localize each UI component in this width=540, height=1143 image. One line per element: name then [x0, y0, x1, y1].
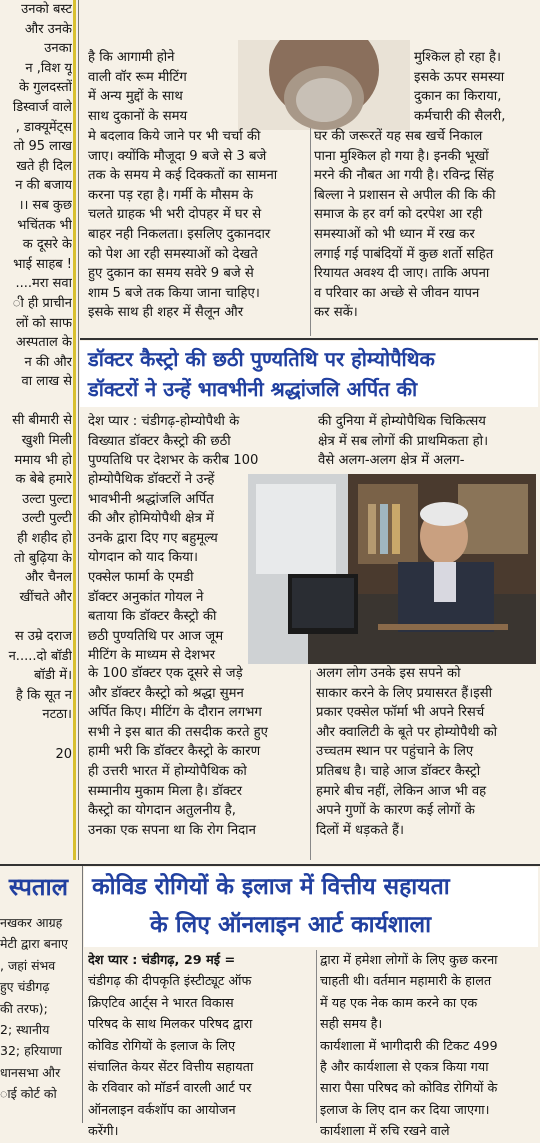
left-strip-line: ममाय भी हो: [14, 452, 72, 468]
article3-left-column: [88, 950, 314, 1143]
section-rule: [80, 338, 538, 340]
column-divider: [73, 0, 76, 860]
article1-top-right: [414, 48, 534, 126]
article1-text-line: समाज के हर वर्ग को दरपेश आ रही: [314, 207, 483, 223]
left-strip-line: खुशी मिली: [21, 433, 72, 449]
left-strip-line: न की बजाय: [15, 178, 72, 194]
article3-text-line: चंडीगढ़ की दीपकृति इंस्टीट्यूट ऑफ: [88, 974, 252, 990]
left-strip-line: क बेबे हमारे: [15, 472, 72, 488]
left-strip-line: ।। सब कुछ: [18, 197, 72, 213]
article3-text-line: संचालित केयर सेंटर वित्तीय सहायता: [88, 1060, 254, 1076]
left-strip-line: न.....दो बॉडी: [8, 648, 72, 664]
article3-text-line: सारा पैसा परिषद को कोविड रोगियों के: [320, 1081, 498, 1097]
left-strip-line: नटठा।: [42, 707, 72, 723]
left-strip-line: 32; हरियाणा: [0, 1043, 62, 1059]
left-strip-line: डिस्वार्ज वाले: [12, 99, 72, 115]
article2-bottom-right: [316, 664, 538, 840]
doctor-photo: [248, 474, 536, 664]
article1-text-line: मरने की नौबत आ गयी है। रविन्द्र सिंह: [314, 168, 494, 184]
article1-text-line: समस्याओं को भी ध्यान में रख कर: [314, 226, 475, 242]
article2-text-line: योगदान को याद किया।: [88, 550, 199, 566]
man-portrait-image: [238, 40, 410, 130]
article2-text-line: कैस्ट्रो का योगदान अतुलनीय है,: [88, 803, 236, 819]
article3-text-line: कोविड रोगियों के इलाज के लिए: [88, 1038, 236, 1054]
article2-text-line: की दुनिया में होम्योपैथिक चिकित्सय: [318, 414, 486, 429]
article3-text-line: द्वारा में हमेशा लोगों के लिए कुछ करना: [320, 953, 498, 968]
left-strip-line: तो बुढ़िया के: [13, 550, 72, 566]
article1-text-line: रियायत अवश्य दी जाए। ताकि अपना: [314, 266, 490, 282]
article3-text-line: ऑनलाइन वर्कशॉप का आयोजन: [88, 1102, 236, 1118]
article3-text-line: चाहती थी। वर्तमान महामारी के हालत: [320, 974, 492, 990]
article2-wrap-column: [88, 470, 248, 666]
article3-text-line: कार्यशाला में भागीदारी की टिकट 499: [320, 1038, 498, 1054]
left-strip-line: के गुलदस्तों: [19, 80, 72, 96]
article2-text-line: होम्योपैथिक डॉक्टरों ने उन्हें: [88, 472, 215, 487]
article1-text-line: को पेश आ रही समस्याओं को देखते: [88, 246, 258, 262]
left-strip-line: और चैनल: [24, 570, 72, 586]
article3-text-line: इलाज के लिए दान कर दिया जाएगा।: [320, 1102, 490, 1118]
article2-text-line: सम्मानीय मुकाम मिला है। डॉक्टर: [88, 783, 242, 799]
left-strip-line: न ,विश यू: [25, 60, 72, 76]
left-section-head-text: स्पताल: [8, 873, 68, 901]
article3-text-line: देश प्यार : चंडीगढ़, 29 मई =: [88, 953, 236, 968]
left-bottom-strip: [0, 912, 82, 1122]
article2-text-line: दिलों में धड़कते हैं।: [316, 822, 405, 838]
column-divider-thin: [78, 0, 79, 860]
article3-headline-line1: कोविड रोगियों के इलाज में वित्तीय सहायता: [92, 874, 450, 900]
left-strip-line: उनका: [44, 41, 72, 57]
article3-text-line: के रविवार को मॉडर्न वारली आर्ट पर: [88, 1081, 252, 1097]
left-strip-line: अस्पताल के: [15, 335, 72, 351]
left-strip-line: भचिंतक भी: [17, 217, 72, 233]
left-strip-line: तो 95 लाख: [13, 139, 72, 155]
article2-top-right: [318, 412, 536, 471]
left-strip-line: उनको बस्ट: [21, 2, 72, 17]
column-divider: [82, 866, 83, 1123]
doctor-at-desk-image: [248, 474, 536, 664]
article1-text-line: वाली वॉर रूम मीटिंग: [88, 69, 187, 85]
article1-text-line: मुश्किल हो रहा है।: [414, 50, 501, 65]
article1-top-left: [88, 48, 238, 126]
article1-text-line: बाहर नही निकलता। इसलिए दुकानदार: [88, 226, 271, 242]
article2-text-line: सभी ने इस बात की तसदीक करते हुए: [88, 724, 268, 740]
article2-text-line: और डॉक्टर कैस्ट्रो को श्रद्धा सुमन: [88, 685, 244, 701]
left-strip-line: की तरफ);: [0, 1000, 48, 1016]
article2-text-line: एक्सेल फार्मा के एमडी: [88, 569, 194, 585]
left-strip-line: खते ही दिल: [16, 158, 72, 174]
article1-text-line: इसके साथ ही शहर में सैलून और: [88, 305, 244, 321]
left-strip-line: [0, 392, 72, 412]
article1-text-line: शाम 5 बजे तक किया जाना चाहिए।: [88, 285, 260, 301]
article1-text-line: बिल्ला ने प्रशासन से अपील की कि की: [314, 187, 496, 203]
left-strip-line: नखकर आग्रह: [0, 915, 63, 930]
article2-text-line: प्रकार एक्सेल फॉर्मा भी अपने रिसर्च: [316, 705, 485, 721]
left-strip-line: [0, 725, 72, 745]
article2-text-line: प्रतिबध है। चाहे आज डॉक्टर कैस्ट्रो: [316, 763, 481, 779]
column-divider: [310, 128, 311, 336]
section-rule: [0, 864, 540, 866]
left-strip-line: है कि सूत न: [15, 687, 72, 703]
article2-text-line: उनका एक सपना था कि रोग निदान: [88, 822, 256, 838]
left-strip-line: ही शहीद हो: [17, 531, 72, 547]
column-divider: [310, 670, 311, 860]
article1-right-column: [314, 127, 536, 323]
article1-text-line: व परिवार का अच्छे से जीवन यापन: [314, 285, 480, 301]
article1-text-line: करना पड़ रहा है। गर्मी के मौसम के: [88, 187, 254, 203]
article1-text-line: घर की जरूरतें यह सब खर्चे निकाल: [314, 129, 483, 144]
article3-text-line: है और कार्यशाला से एकत्र किया गया: [320, 1060, 489, 1076]
article2-text-line: अलग लोग उनके इस सपने को: [316, 666, 461, 681]
article2-text-line: अर्पित किए। मीटिंग के दौरान लगभग: [88, 705, 262, 721]
article3-headline-line2: के लिए ऑनलाइन आर्ट कार्यशाला: [150, 912, 432, 938]
left-strip-line: वा लाख से: [21, 374, 72, 390]
article3-text-line: सही समय है।: [320, 1017, 383, 1033]
left-strip-line: उल्टी पुल्टी: [22, 511, 72, 527]
article1-text-line: इसके ऊपर समस्या: [414, 69, 505, 85]
article1-text-line: दुकान का किराया,: [414, 89, 502, 105]
left-strip-line: सी बीमारी से: [12, 413, 72, 429]
article1-text-line: लगाई गई पाबंदियों में कुछ शर्तो सहित: [314, 246, 494, 262]
article2-text-line: बताया कि डॉक्टर कैस्ट्रो की: [88, 609, 217, 625]
left-strip-line: ....मरा सवा: [15, 276, 72, 292]
article1-text-line: जाए। क्योंकि मौजूदा 9 बजे से 3 बजे: [88, 148, 267, 164]
article2-text-line: क्षेत्र में सब लोगों की प्राथमिकता हो।: [318, 433, 489, 449]
article2-text-line: छठी पुण्यतिथि पर आज जूम: [88, 628, 224, 644]
left-strip-line: ाई कोर्ट को: [0, 1086, 57, 1102]
left-strip-line: [0, 607, 72, 627]
left-column-strip: [0, 0, 72, 860]
article1-text-line: में अन्य मुद्दों के साथ: [88, 89, 183, 105]
article3-headline: [84, 867, 538, 947]
left-strip-line: मेटी द्वारा बनाए: [0, 936, 68, 952]
article1-text-line: हुए दुकान का समय सवेरे 9 बजे से: [88, 266, 254, 282]
left-strip-line: 20: [55, 746, 72, 762]
left-strip-line: , डाक्यूमेंट्स: [15, 119, 72, 135]
article1-text-line: तक के समय मे कई दिक्कतों का सामना: [88, 168, 278, 184]
article2-headline-line1: डॉक्टर कैस्ट्रो की छठी पुण्यतिथि पर होम्योपैथिक: [88, 347, 435, 371]
article2-text-line: विख्यात डॉक्टर कैस्ट्रो की छठी: [88, 433, 231, 449]
article1-left-column: [88, 127, 310, 323]
left-strip-line: धानसभा और: [0, 1064, 61, 1080]
article2-headline: [80, 341, 538, 407]
article3-text-line: में यह एक नेक काम करने का एक: [320, 995, 478, 1011]
article2-text-line: उच्चतम स्थान पर पहुंचाने के लिए: [316, 744, 474, 760]
article2-bottom-left: [88, 664, 316, 840]
article2-text-line: उनके द्वारा दिए गए बहुमूल्य: [88, 530, 218, 546]
article1-text-line: है कि आगामी होने: [88, 50, 175, 65]
left-strip-line: 2; स्थानीय: [0, 1022, 50, 1038]
left-strip-line: लों को साफ: [16, 315, 72, 331]
article2-text-line: के 100 डॉक्टर एक दूसरे से जड़े: [88, 666, 243, 681]
left-strip-line: और उनके: [24, 21, 72, 37]
left-strip-line: बॉडी में।: [34, 668, 72, 684]
article2-text-line: डॉक्टर अनुकांत गोयल ने: [88, 589, 204, 605]
article2-text-line: हमारे बीच नहीं, लेकिन आज भी वह: [316, 783, 487, 799]
article2-top-left: [88, 412, 316, 471]
portrait-photo-top: [238, 40, 410, 130]
article2-headline-line2: डॉक्टरों ने उन्हें भावभीनी श्रद्धांजलि अर्पित की: [88, 377, 418, 401]
left-strip-line: स उम्रे दराज: [14, 629, 72, 644]
article2-text-line: पुण्यतिथि पर देशभर के करीब 100: [88, 453, 259, 469]
article3-text-line: क्रिएटिव आर्ट्स ने भारत विकास: [88, 995, 234, 1011]
article1-text-line: मे बदलाव किये जाने पर भी चर्चा की: [88, 129, 261, 144]
column-divider: [316, 950, 317, 1123]
article2-text-line: भावभीनी श्रद्धांजलि अर्पित: [88, 491, 214, 507]
article1-text-line: चलते ग्राहक भी भरी दोपहर में घर से: [88, 207, 262, 223]
article2-text-line: हामी भरी कि डॉक्टर कैस्ट्रो के कारण: [88, 744, 261, 760]
left-strip-text: [0, 0, 72, 764]
article2-text-line: और क्वालिटी के बूते पर होम्योपैथी को: [316, 724, 498, 740]
article2-text-line: ही उत्तरी भारत में होम्योपैथिक को: [88, 763, 247, 779]
article1-text-line: कर सकें।: [314, 305, 358, 321]
article1-text-line: पाना मुश्किल हो गया है। इनकी भूखों: [314, 148, 489, 164]
article2-text-line: अपने गुणों के कारण कई लोगों के: [316, 803, 475, 819]
article3-text-line: कार्यशाला में रुचि रखने वाले: [320, 1124, 450, 1140]
left-strip-line: भाई साहब !: [13, 256, 72, 272]
article2-text-line: की और होमियोपैथी क्षेत्र में: [88, 511, 214, 527]
left-strip-line: हुए चंडीगढ़: [0, 979, 50, 995]
article3-right-column: [320, 950, 538, 1143]
article2-text-line: देश प्यार : चंडीगढ़-होम्योपैथी के: [88, 414, 240, 429]
left-strip-line: न की और: [24, 354, 72, 370]
left-strip-line: उल्टा पुल्टा: [22, 491, 72, 507]
article1-text-line: कर्मचारी की सैलरी,: [414, 108, 506, 124]
article2-text-line: वैसे अलग-अलग क्षेत्र में अलग-: [318, 453, 465, 469]
article1-text-line: साथ दुकानों के समय: [88, 108, 188, 124]
left-strip-line: , जहां संभव: [0, 957, 56, 973]
article3-text-line: परिषद के साथ मिलकर परिषद द्वारा: [88, 1017, 253, 1033]
left-strip-line: क दूसरे के: [22, 237, 72, 253]
left-section-head: [0, 866, 72, 906]
article3-text-line: करेंगी।: [88, 1124, 119, 1140]
left-strip-line: ी ही प्राचीन: [12, 295, 72, 311]
article2-text-line: मीटिंग के माध्यम से देशभर: [88, 648, 216, 664]
left-strip-line: खींचते और: [19, 589, 72, 605]
article2-text-line: साकार करने के लिए प्रयासरत हैं।इसी: [316, 685, 493, 701]
